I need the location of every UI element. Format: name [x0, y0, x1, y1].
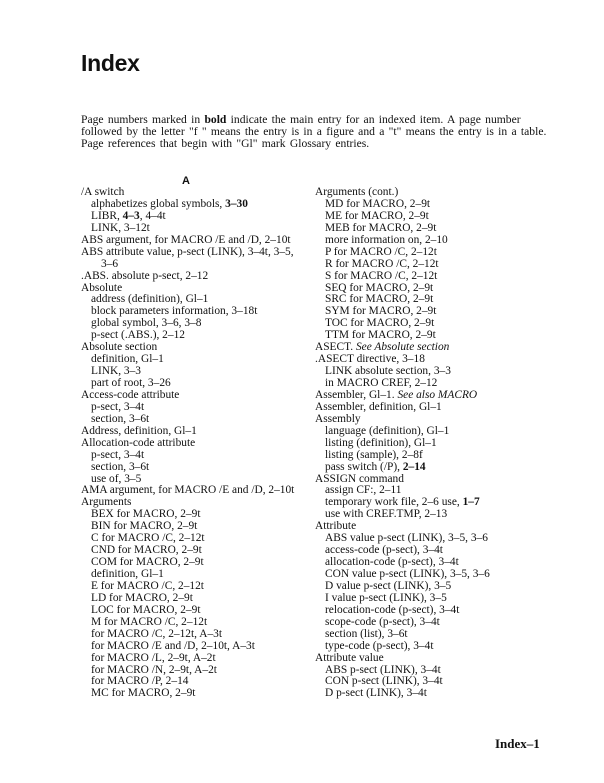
entry-text: COM for MACRO, 2–9t	[91, 556, 204, 569]
cross-reference: See Absolute section	[355, 341, 450, 354]
entry-text: Attribute value	[315, 651, 384, 664]
entry-text: Attribute	[315, 520, 357, 533]
intro-line-3: Page references that begin with "Gl" mark Glossary entries.	[81, 137, 370, 151]
entry-text: SEQ for MACRO, 2–9t	[325, 281, 434, 294]
entry-text: I value p-sect (LINK), 3–5	[325, 591, 447, 604]
entry-text: Address, definition, Gl–1	[81, 424, 197, 437]
entry-text: alphabetizes global symbols,	[91, 197, 226, 210]
entry-text: for MACRO /E and /D, 2–10t, A–3t	[91, 639, 255, 652]
entry-text: LINK absolute section, 3–3	[325, 365, 451, 378]
intro-text: indicate the main entry for an indexed item. A page number	[226, 113, 521, 126]
entry-text: TOC for MACRO, 2–9t	[325, 317, 435, 330]
entry-text: definition, Gl–1	[91, 568, 164, 580]
entry-text: D p-sect (LINK), 3–4t	[325, 687, 427, 700]
entry-text: for MACRO /P, 2–14	[91, 675, 189, 688]
entry-text: D value p-sect (LINK), 3–5	[325, 579, 452, 592]
entry-text: ASECT.	[315, 341, 356, 354]
entry-text: pass switch (/P),	[325, 460, 403, 473]
entry-text: M for MACRO /C, 2–12t	[91, 615, 208, 628]
section-letter-heading: A	[182, 175, 190, 187]
main-entry-page-ref: 1–7	[462, 496, 480, 509]
entry-text: S for MACRO /C, 2–12t	[325, 269, 438, 282]
index-subentry	[315, 688, 490, 700]
index-subentry	[81, 688, 294, 700]
entry-text: Absolute	[81, 281, 123, 294]
entry-text: LIBR,	[91, 209, 123, 222]
index-column-left	[81, 187, 294, 700]
entry-text: ABS p-sect (LINK), 3–4t	[325, 663, 441, 676]
cross-reference: See also MACRO	[397, 388, 478, 401]
entry-text: 3–6	[101, 257, 119, 270]
entry-text: listing (definition), Gl–1	[325, 436, 437, 449]
entry-text: part of root, 3–26	[91, 377, 171, 389]
entry-text: address (definition), Gl–1	[91, 293, 209, 306]
entry-text: .ABS. absolute p-sect, 2–12	[81, 269, 209, 282]
entry-text: LINK, 3–12t	[91, 221, 150, 234]
entry-text: LINK, 3–3	[91, 365, 141, 378]
entry-text: allocation-code (p-sect), 3–4t	[325, 556, 459, 569]
intro-bold-word: bold	[204, 113, 227, 126]
entry-text: Assembler, Gl–1.	[315, 388, 398, 401]
entry-text: for MACRO /C, 2–12t, A–3t	[91, 627, 223, 640]
entry-text: P for MACRO /C, 2–12t	[325, 245, 437, 258]
entry-text: /A switch	[81, 186, 125, 198]
intro-paragraph	[81, 113, 547, 151]
entry-text: p-sect, 3–4t	[91, 448, 145, 461]
index-column-right	[315, 187, 490, 700]
entry-text: MC for MACRO, 2–9t	[91, 687, 196, 700]
entry-text: section (list), 3–6t	[325, 627, 408, 640]
entry-text: for MACRO /N, 2–9t, A–2t	[91, 663, 217, 676]
entry-text: type-code (p-sect), 3–4t	[325, 639, 434, 652]
entry-text: LOC for MACRO, 2–9t	[91, 603, 201, 616]
entry-text: assign CF:, 2–11	[325, 484, 402, 497]
entry-text: relocation-code (p-sect), 3–4t	[325, 603, 460, 616]
entry-text: ABS value p-sect (LINK), 3–5, 3–6	[325, 532, 488, 545]
entry-text: BIN for MACRO, 2–9t	[91, 520, 198, 533]
entry-text: block parameters information, 3–18t	[91, 305, 258, 318]
main-entry-page-ref: 3–30	[225, 197, 248, 210]
entry-text: definition, Gl–1	[91, 353, 164, 366]
entry-text: scope-code (p-sect), 3–4t	[325, 615, 440, 628]
entry-text: ASSIGN command	[315, 472, 404, 485]
entry-text: ME for MACRO, 2–9t	[325, 209, 429, 222]
entry-text: MD for MACRO, 2–9t	[325, 197, 431, 210]
entry-text: ABS attribute value, p-sect (LINK), 3–4t, 3–5,	[81, 245, 294, 258]
entry-text: section, 3–6t	[91, 412, 150, 425]
entry-text: MEB for MACRO, 2–9t	[325, 221, 437, 234]
entry-text: , 4–4t	[139, 209, 166, 222]
entry-text: BEX for MACRO, 2–9t	[91, 508, 201, 521]
entry-text: p-sect, 3–4t	[91, 400, 145, 413]
entry-text: Allocation-code attribute	[81, 436, 196, 449]
entry-text: Arguments (cont.)	[315, 186, 399, 198]
entry-text: Assembly	[315, 412, 361, 425]
entry-text: Assembler, definition, Gl–1	[315, 400, 442, 413]
entry-text: Arguments	[81, 496, 132, 509]
entry-text: AMA argument, for MACRO /E and /D, 2–10t	[81, 484, 295, 497]
entry-text: Access-code attribute	[81, 388, 180, 401]
intro-line-2: followed by the letter "f " means the entry is in a figure and a "t" means the entry is in a table.	[81, 125, 547, 139]
page-number: Index–1	[495, 736, 540, 751]
entry-text: SYM for MACRO, 2–9t	[325, 305, 437, 318]
entry-text: temporary work file, 2–6 use,	[325, 496, 463, 509]
entry-text: CND for MACRO, 2–9t	[91, 544, 202, 557]
entry-text: R for MACRO /C, 2–12t	[325, 257, 439, 270]
entry-text: global symbol, 3–6, 3–8	[91, 317, 202, 330]
entry-text: TTM for MACRO, 2–9t	[325, 329, 436, 342]
main-entry-page-ref: 2–14	[402, 460, 426, 473]
entry-text: Absolute section	[81, 341, 158, 354]
entry-text: language (definition), Gl–1	[325, 424, 450, 437]
entry-text: SRC for MACRO, 2–9t	[325, 293, 434, 306]
entry-text: in MACRO CREF, 2–12	[325, 377, 438, 389]
page-title: Index	[81, 50, 140, 76]
entry-text: for MACRO /L, 2–9t, A–2t	[91, 651, 216, 664]
entry-text: use of, 3–5	[91, 472, 142, 485]
entry-text: use with CREF.TMP, 2–13	[325, 508, 448, 521]
entry-text: LD for MACRO, 2–9t	[91, 591, 193, 604]
entry-text: more information on, 2–10	[325, 233, 448, 246]
entry-text: CON value p-sect (LINK), 3–5, 3–6	[325, 568, 490, 580]
main-entry-page-ref: 4–3	[122, 209, 140, 222]
intro-text: Page numbers marked in	[81, 113, 205, 126]
entry-text: section, 3–6t	[91, 460, 150, 473]
entry-text: p-sect (.ABS.), 2–12	[91, 329, 185, 342]
entry-text: ABS argument, for MACRO /E and /D, 2–10t	[81, 233, 291, 246]
entry-text: E for MACRO /C, 2–12t	[91, 579, 204, 592]
entry-text: CON p-sect (LINK), 3–4t	[325, 675, 443, 688]
entry-text: access-code (p-sect), 3–4t	[325, 544, 443, 557]
entry-text: .ASECT directive, 3–18	[315, 353, 425, 366]
entry-text: C for MACRO /C, 2–12t	[91, 532, 205, 545]
entry-text: listing (sample), 2–8f	[325, 448, 423, 461]
